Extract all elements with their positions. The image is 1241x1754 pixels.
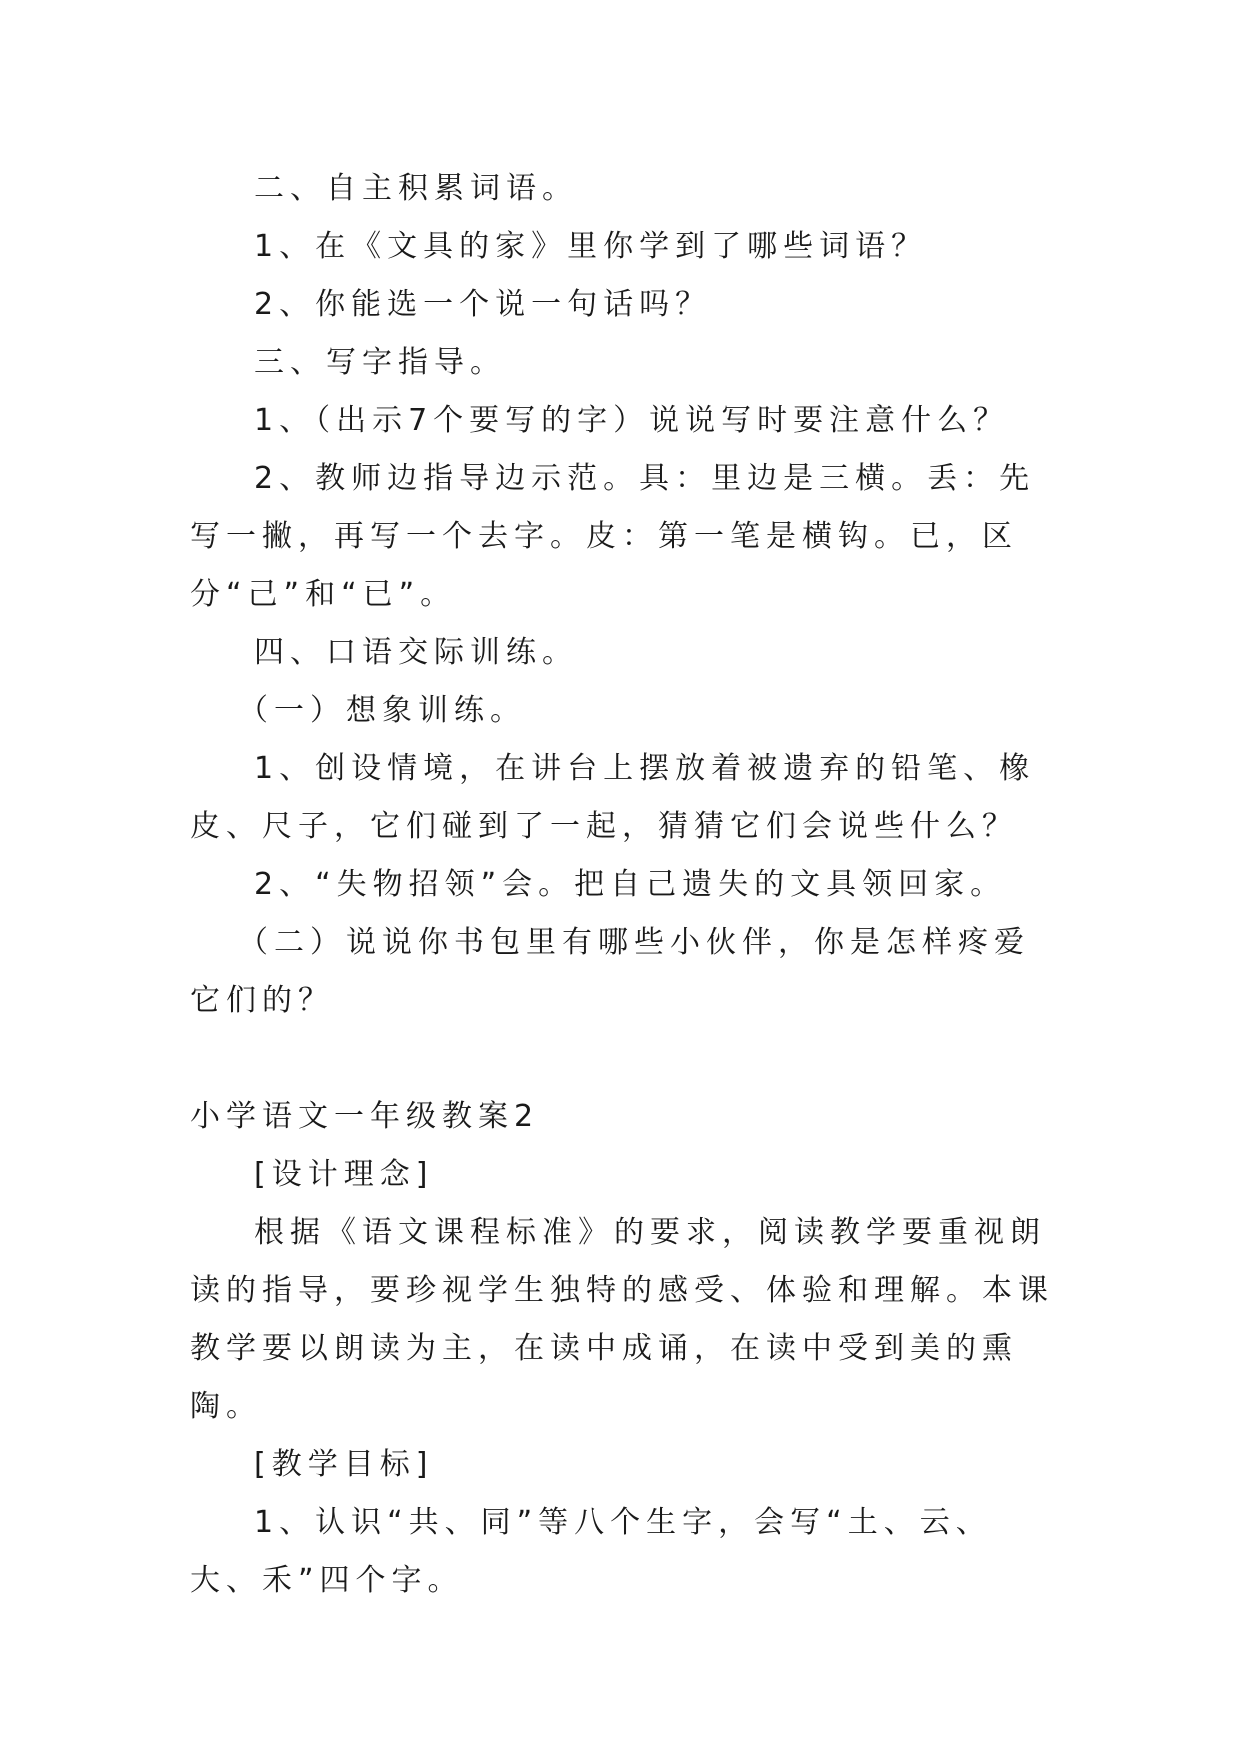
heading-2: 二、自主积累词语。 bbox=[254, 171, 578, 206]
paragraph: 2、“失物招领”会。把自己遗失的文具领回家。 bbox=[254, 867, 1007, 902]
paragraph: 根据《语文课程标准》的要求，阅读教学要重视朗读的指导，要珍视学生独特的感受、体验和理解。本课教学要以朗读为主，在读中成诵，在读中受到美的熏陶。 bbox=[190, 1215, 1054, 1424]
heading-3: 三、写字指导。 bbox=[254, 345, 506, 380]
paragraph: 1、创设情境，在讲台上摆放着被遗弃的铅笔、橡皮、尺子，它们碰到了一起，猜猜它们会说些什么？ bbox=[190, 751, 1036, 844]
section-title: 小学语文一年级教案2 bbox=[190, 1099, 540, 1134]
paragraph: （二）说说你书包里有哪些小伙伴，你是怎样疼爱它们的？ bbox=[190, 925, 1030, 1018]
sub-heading: （一）想象训练。 bbox=[238, 693, 526, 728]
bracket-heading-goals: [教学目标] bbox=[254, 1447, 434, 1482]
document-body bbox=[190, 160, 1060, 1610]
paragraph: 2、你能选一个说一句话吗？ bbox=[254, 287, 712, 322]
paragraph: 2、教师边指导边示范。具：里边是三横。丢：先写一撇，再写一个去字。皮：第一笔是横钩。已，区分“己”和“已”。 bbox=[190, 461, 1036, 612]
heading-4: 四、口语交际训练。 bbox=[254, 635, 578, 670]
bracket-heading-design: [设计理念] bbox=[254, 1157, 434, 1192]
section-gap bbox=[190, 1030, 1060, 1088]
paragraph: 1、（出示7个要写的字）说说写时要注意什么？ bbox=[254, 403, 1010, 438]
paragraph: 1、在《文具的家》里你学到了哪些词语？ bbox=[254, 229, 928, 264]
paragraph: 1、认识“共、同”等八个生字，会写“土、云、大、禾”四个字。 bbox=[190, 1505, 992, 1598]
